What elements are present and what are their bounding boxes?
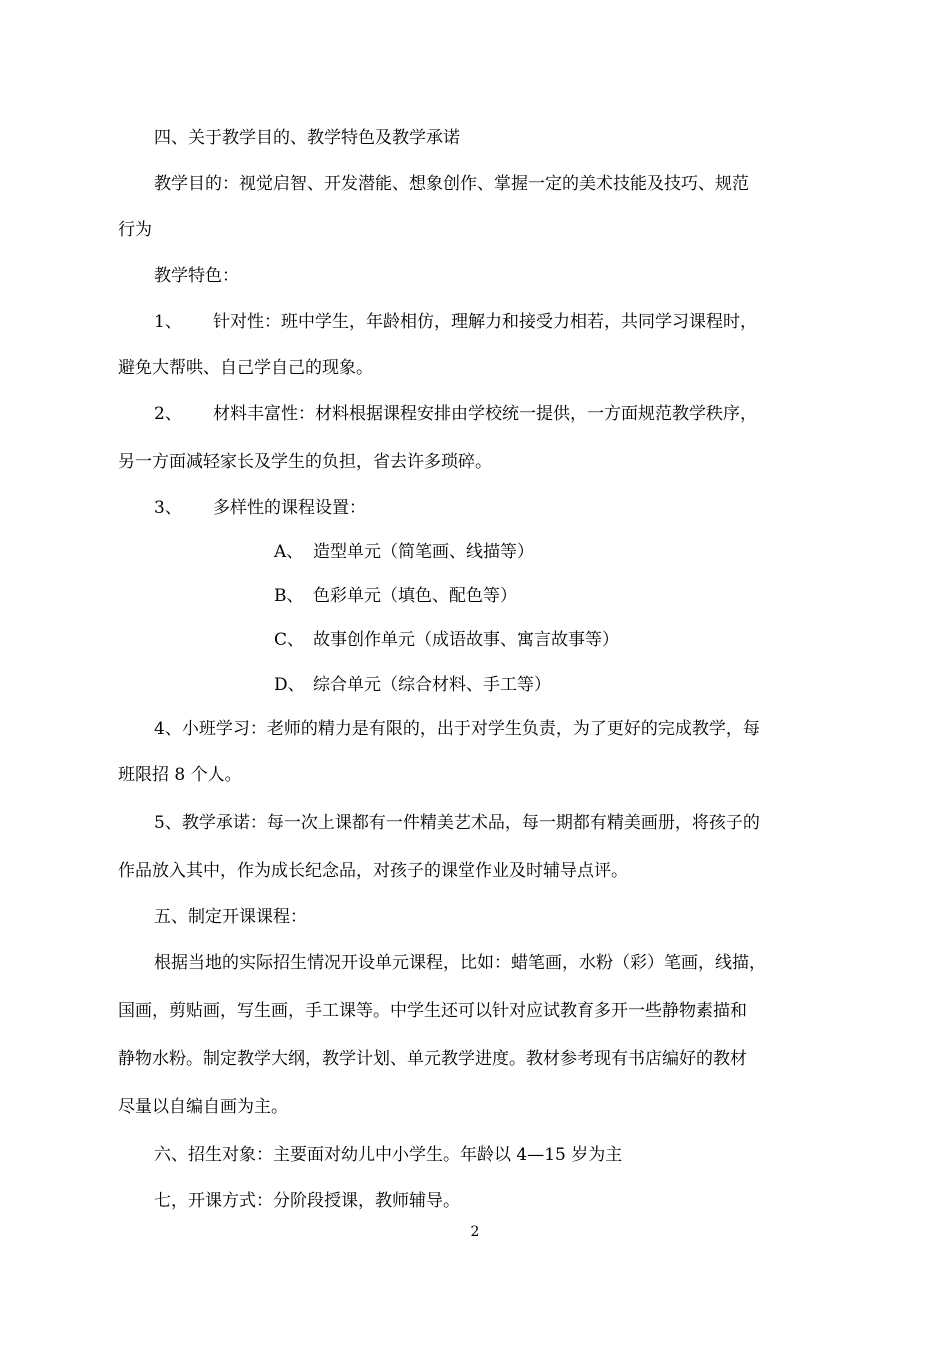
unit-d-label: D、	[274, 675, 305, 695]
feature-5-line-1: 5、教学承诺：每一次上课都有一件精美艺术品，每一期都有精美画册，将孩子的	[154, 813, 760, 833]
unit-a-label: A、	[274, 542, 304, 562]
unit-b-label: B、	[274, 586, 304, 606]
unit-c-label: C、	[274, 630, 305, 650]
feature-4-line-1: 4、小班学习：老师的精力是有限的，出于对学生负责，为了更好的完成教学，每	[154, 719, 760, 739]
teaching-goal-line-2: 行为	[118, 220, 152, 240]
feature-1-number: 1、	[154, 312, 182, 332]
section-5-heading: 五、制定开课课程：	[154, 907, 307, 927]
section-5-line-4: 尽量以自编自画为主。	[118, 1097, 288, 1117]
unit-d-text: 综合单元（综合材料、手工等）	[313, 675, 551, 695]
unit-b-text: 色彩单元（填色、配色等）	[313, 586, 517, 606]
feature-1-line-2: 避免大帮哄、自己学自己的现象。	[118, 358, 373, 378]
feature-5-line-2: 作品放入其中，作为成长纪念品，对孩子的课堂作业及时辅导点评。	[118, 861, 628, 881]
section-5-line-2: 国画，剪贴画，写生画，手工课等。中学生还可以针对应试教育多开一些静物素描和	[118, 1001, 747, 1021]
teaching-goal-line-1: 教学目的：视觉启智、开发潜能、想象创作、掌握一定的美术技能及技巧、规范	[154, 174, 749, 194]
page-number: 2	[470, 1224, 480, 1240]
feature-4-line-2: 班限招 8 个人。	[118, 765, 242, 785]
feature-1-line-1: 针对性：班中学生，年龄相仿，理解力和接受力相若，共同学习课程时，	[213, 312, 757, 332]
feature-3-line-1: 多样性的课程设置：	[213, 498, 366, 518]
section-6-line: 六、招生对象：主要面对幼儿中小学生。年龄以 4—15 岁为主	[154, 1145, 623, 1165]
feature-3-number: 3、	[154, 498, 182, 518]
feature-2-line-2: 另一方面减轻家长及学生的负担，省去许多琐碎。	[118, 452, 492, 472]
section-7-line: 七，开课方式：分阶段授课，教师辅导。	[154, 1191, 460, 1211]
unit-c-text: 故事创作单元（成语故事、寓言故事等）	[313, 630, 619, 650]
feature-2-number: 2、	[154, 404, 182, 424]
section-5-line-3: 静物水粉。制定教学大纲，教学计划、单元教学进度。教材参考现有书店编好的教材	[118, 1049, 747, 1069]
features-heading: 教学特色：	[154, 266, 239, 286]
section-5-line-1: 根据当地的实际招生情况开设单元课程，比如：蜡笔画，水粉（彩）笔画，线描，	[154, 953, 766, 973]
section-4-heading: 四、关于教学目的、教学特色及教学承诺	[154, 128, 460, 148]
feature-2-line-1: 材料丰富性：材料根据课程安排由学校统一提供，一方面规范教学秩序，	[213, 404, 757, 424]
unit-a-text: 造型单元（简笔画、线描等）	[313, 542, 534, 562]
